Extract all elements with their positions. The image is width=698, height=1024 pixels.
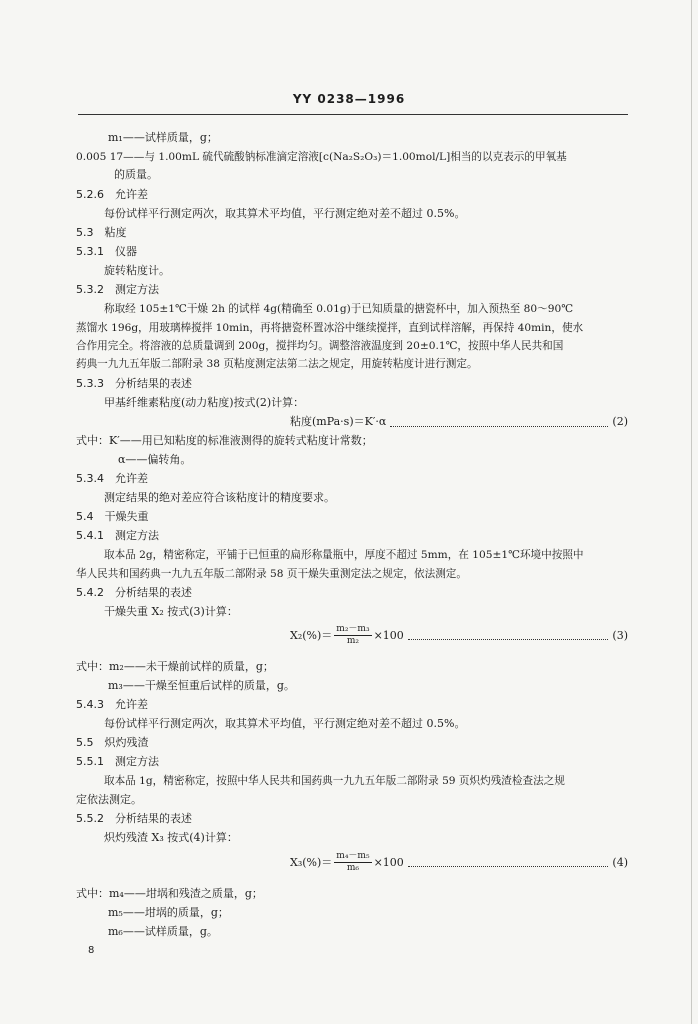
formula-4-lhs: X₃(%)＝ (290, 855, 333, 869)
formula-4-rhs: ×100 (373, 855, 404, 869)
header-rule (78, 114, 628, 115)
section-5-3-4: 5.3.4 允许差 (76, 472, 148, 485)
section-5-3: 5.3 粘度 (76, 226, 127, 239)
formula-4-fraction (334, 851, 371, 874)
formula-2-leader (390, 418, 608, 427)
paragraph-5-3-2-line1: 称取经 105±1℃干燥 2h 的试样 4g(精确至 0.01g)于已知质量的搪瓷杯中，加入预热至 80～90℃ (104, 303, 574, 315)
paragraph-5-5-1-line2: 定依法测定。 (76, 793, 142, 806)
section-5-5-2: 5.5.2 分析结果的表述 (76, 812, 192, 825)
paragraph-5-4-1-line2: 华人民共和国药典一九九五年版二部附录 58 页干燥失重测定法之规定，依法测定。 (76, 568, 467, 580)
formula-3 (290, 624, 628, 647)
section-5-4-3: 5.4.3 允许差 (76, 698, 148, 711)
page-edge (691, 0, 692, 1024)
paragraph-5-3-2-line4: 药典一九九五年版二部附录 38 页粘度测定法第二法之规定，用旋转粘度计进行测定。 (76, 358, 478, 370)
where-alpha: α——偏转角。 (118, 453, 192, 466)
formula-3-leader (408, 631, 609, 640)
where-m4: 式中：m₄——坩埚和残渣之质量，g； (76, 887, 263, 900)
standard-header: YY 0238—1996 (292, 92, 406, 106)
paragraph-5-4-1-line1: 取本品 2g，精密称定，平铺于已恒重的扁形称量瓶中，厚度不超过 5mm，在 105±1℃环境中按照中 (104, 549, 584, 561)
paragraph-5-5-1-line1: 取本品 1g，精密称定，按照中华人民共和国药典一九九五年版二部附录 59 页炽灼残渣检查法之规 (104, 775, 565, 787)
paragraph-5-3-2-line2: 蒸馏水 196g，用玻璃棒搅拌 10min，再将搪瓷杯置冰浴中继续搅拌，直到试样溶解，再保持 40min，使水 (76, 322, 584, 334)
paragraph-5-5-2: 炽灼残渣 X₃ 按式(4)计算： (104, 831, 238, 844)
where-m3: m₃——干燥至恒重后试样的质量，g。 (108, 679, 295, 692)
paragraph-5-3-3: 甲基纤维素粘度(动力粘度)按式(2)计算： (104, 396, 305, 409)
formula-3-lhs: X₂(%)＝ (290, 628, 333, 642)
section-5-5: 5.5 炽灼残渣 (76, 736, 149, 749)
page-number: 8 (88, 945, 95, 956)
formula-3-rhs: ×100 (373, 628, 404, 642)
formula-2-expression: 粘度(mPa·s)＝K′·α (290, 415, 387, 428)
section-5-4: 5.4 干燥失重 (76, 510, 149, 523)
where-m2: 式中：m₂——未干燥前试样的质量，g； (76, 660, 274, 673)
section-5-3-2: 5.3.2 测定方法 (76, 283, 159, 296)
section-5-3-1: 5.3.1 仪器 (76, 245, 137, 258)
formula-4-numerator: m₄－m₅ (336, 851, 370, 861)
section-5-4-1: 5.4.1 测定方法 (76, 529, 159, 542)
paragraph-5-2-6: 每份试样平行测定两次，取其算术平均值，平行测定绝对差不超过 0.5%。 (104, 207, 466, 220)
formula-4-denominator: m₆ (346, 863, 359, 873)
paragraph-5-3-2-line3: 合作用完全。将溶液的总质量调到 200g，搅拌均匀。调整溶液温度到 20±0.1℃，按照中华人民共和国 (76, 340, 564, 352)
section-5-2-6: 5.2.6 允许差 (76, 188, 148, 201)
formula-3-denominator: m₂ (346, 636, 359, 646)
formula-4-number: (4) (612, 855, 628, 869)
section-5-3-3: 5.3.3 分析结果的表述 (76, 377, 192, 390)
section-5-5-1: 5.5.1 测定方法 (76, 755, 159, 768)
definition-m1: m₁——试样质量，g； (108, 131, 218, 144)
formula-4 (290, 851, 628, 874)
where-k-prime: 式中：K′——用已知粘度的标准液测得的旋转式粘度计常数； (76, 434, 373, 447)
formula-2-number: (2) (612, 415, 628, 428)
formula-2 (290, 415, 628, 429)
paragraph-5-3-1: 旋转粘度计。 (104, 264, 170, 277)
section-5-4-2: 5.4.2 分析结果的表述 (76, 586, 192, 599)
definition-constant: 0.005 17——与 1.00mL 硫代硫酸钠标准滴定溶液[c(Na₂S₂O₃)＝1.00mol/L]相当的以克表示的甲氧基 (76, 151, 567, 163)
formula-3-numerator: m₂－m₃ (336, 624, 370, 634)
paragraph-5-4-3: 每份试样平行测定两次，取其算术平均值，平行测定绝对差不超过 0.5%。 (104, 717, 466, 730)
where-m6: m₆——试样质量，g。 (108, 925, 218, 938)
paragraph-5-3-4: 测定结果的绝对差应符合该粘度计的精度要求。 (104, 491, 335, 504)
formula-4-leader (408, 858, 609, 867)
where-m5: m₅——坩埚的质量，g； (108, 906, 229, 919)
formula-3-fraction (334, 624, 371, 647)
paragraph-5-4-2: 干燥失重 X₂ 按式(3)计算： (104, 605, 238, 618)
formula-3-number: (3) (612, 628, 628, 642)
definition-constant-cont: 的质量。 (114, 168, 158, 181)
